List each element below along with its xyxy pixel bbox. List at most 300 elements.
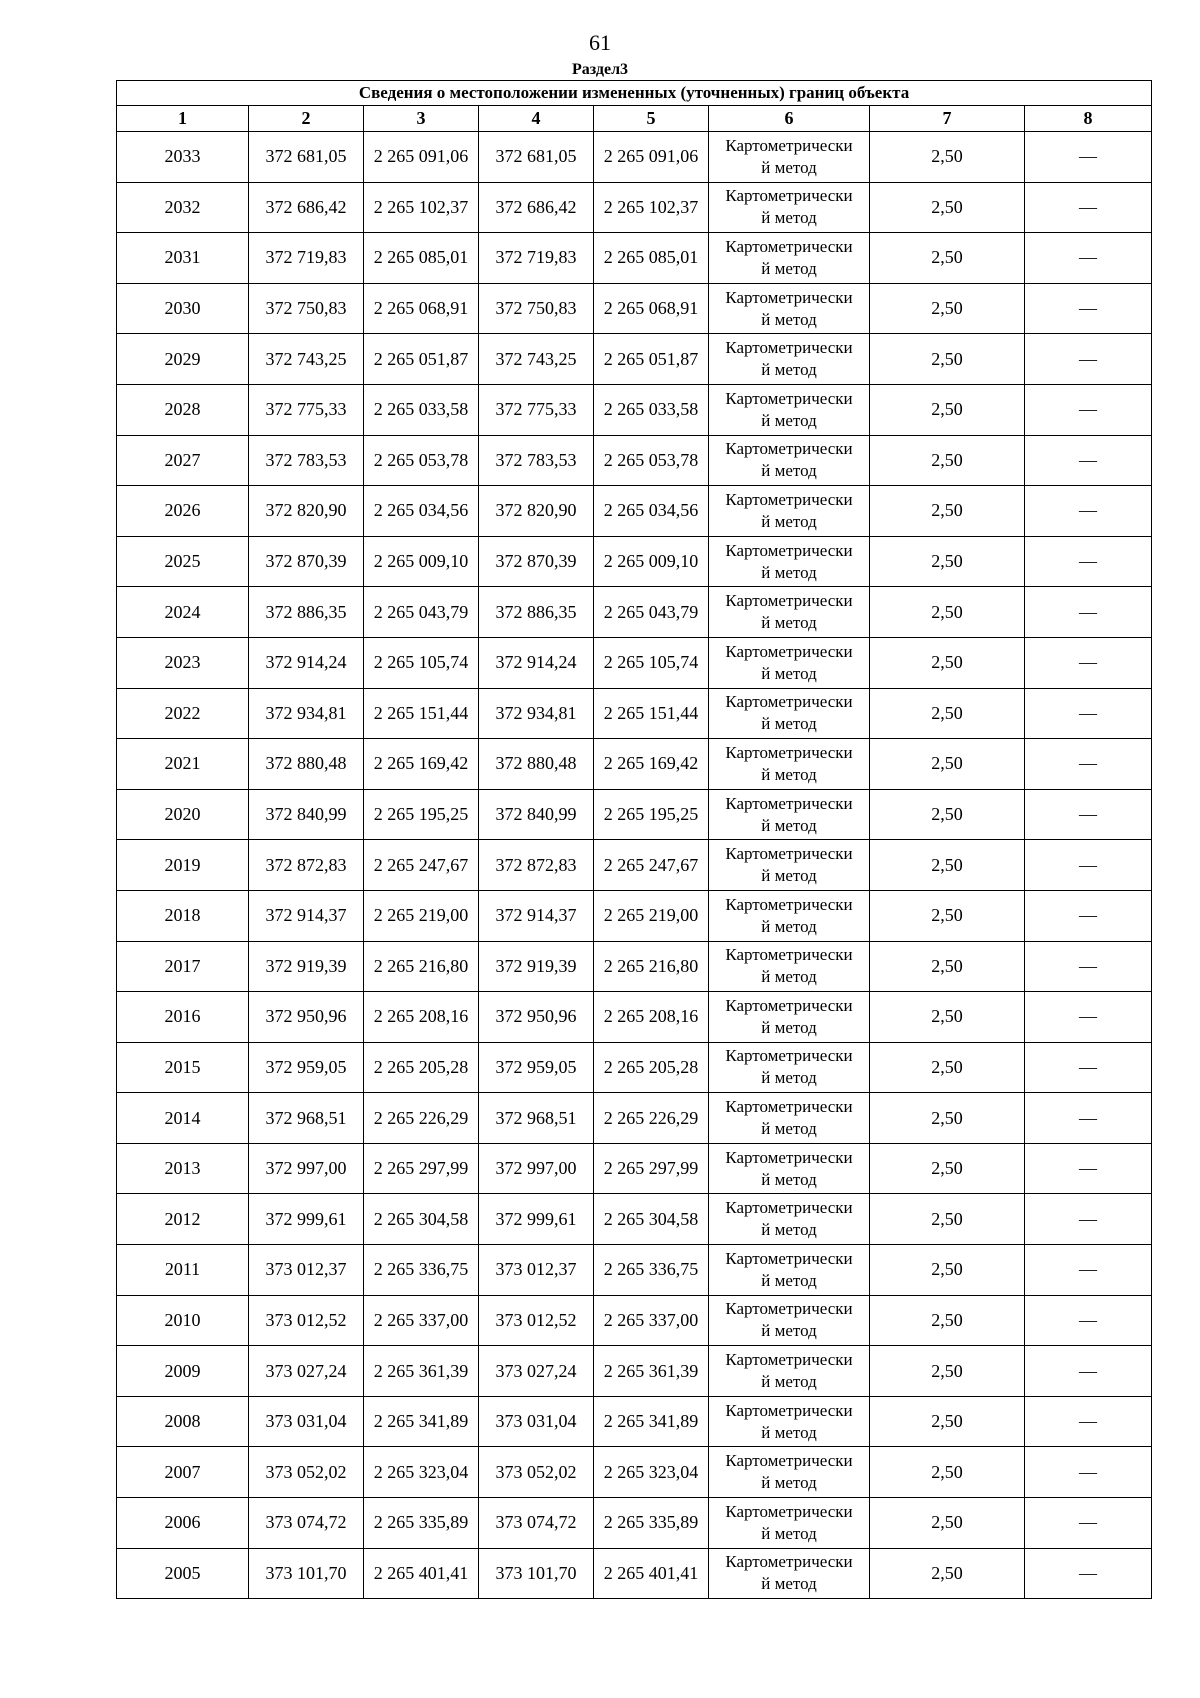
method-cell [709,1295,870,1346]
cell-c4: 372 719,83 [479,233,594,284]
table-row [117,182,1152,233]
cell-c2: 372 886,35 [249,587,364,638]
cell-c5: 2 265 053,78 [594,435,709,486]
cell-c1: 2005 [117,1548,249,1599]
cell-c2: 372 783,53 [249,435,364,486]
cell-c4: 372 870,39 [479,536,594,587]
cell-c5: 2 265 226,29 [594,1093,709,1144]
method-line-2: й метод [761,410,817,430]
method-cell [709,688,870,739]
column-number: 7 [870,106,1025,132]
cell-c2: 372 968,51 [249,1093,364,1144]
cell-c1: 2023 [117,637,249,688]
table-row [117,536,1152,587]
method-cell [709,132,870,183]
cell-c7: 2,50 [870,587,1025,638]
cell-c3: 2 265 304,58 [364,1194,479,1245]
cell-c7: 2,50 [870,637,1025,688]
method-cell [709,1346,870,1397]
method-line-2: й метод [761,1523,817,1543]
coordinates-table [116,80,1152,1599]
cell-c3: 2 265 247,67 [364,840,479,891]
cell-c2: 373 101,70 [249,1548,364,1599]
cell-c8: — [1025,233,1152,284]
cell-c1: 2016 [117,992,249,1043]
method-cell [709,182,870,233]
table-row [117,637,1152,688]
cell-c2: 373 074,72 [249,1498,364,1549]
method-line-1: Картометрически [725,236,853,256]
cell-c1: 2025 [117,536,249,587]
cell-c8: — [1025,1396,1152,1447]
cell-c4: 372 919,39 [479,941,594,992]
cell-c5: 2 265 033,58 [594,384,709,435]
cell-c5: 2 265 085,01 [594,233,709,284]
cell-c7: 2,50 [870,1245,1025,1296]
cell-c7: 2,50 [870,941,1025,992]
cell-c5: 2 265 247,67 [594,840,709,891]
cell-c7: 2,50 [870,992,1025,1043]
method-line-2: й метод [761,1220,817,1240]
method-line-1: Картометрически [725,1501,853,1521]
table-row [117,486,1152,537]
cell-c4: 372 880,48 [479,739,594,790]
cell-c2: 372 719,83 [249,233,364,284]
cell-c1: 2013 [117,1143,249,1194]
cell-c1: 2032 [117,182,249,233]
cell-c4: 372 783,53 [479,435,594,486]
method-line-2: й метод [761,258,817,278]
table-row [117,1346,1152,1397]
table-body [117,132,1152,1599]
method-line-1: Картометрически [725,692,853,712]
cell-c8: — [1025,283,1152,334]
cell-c4: 373 012,37 [479,1245,594,1296]
cell-c5: 2 265 102,37 [594,182,709,233]
cell-c8: — [1025,992,1152,1043]
cell-c7: 2,50 [870,536,1025,587]
cell-c2: 372 840,99 [249,789,364,840]
method-cell [709,384,870,435]
cell-c3: 2 265 195,25 [364,789,479,840]
column-number: 3 [364,106,479,132]
cell-c3: 2 265 361,39 [364,1346,479,1397]
cell-c7: 2,50 [870,182,1025,233]
cell-c8: — [1025,941,1152,992]
method-line-2: й метод [761,967,817,987]
cell-c7: 2,50 [870,890,1025,941]
method-line-1: Картометрически [725,135,853,155]
cell-c8: — [1025,1498,1152,1549]
cell-c2: 372 872,83 [249,840,364,891]
cell-c3: 2 265 068,91 [364,283,479,334]
cell-c3: 2 265 051,87 [364,334,479,385]
method-line-2: й метод [761,866,817,886]
cell-c3: 2 265 323,04 [364,1447,479,1498]
cell-c4: 372 872,83 [479,840,594,891]
cell-c3: 2 265 335,89 [364,1498,479,1549]
cell-c7: 2,50 [870,384,1025,435]
cell-c7: 2,50 [870,1548,1025,1599]
column-number: 8 [1025,106,1152,132]
method-cell [709,1548,870,1599]
method-line-2: й метод [761,208,817,228]
cell-c2: 373 027,24 [249,1346,364,1397]
method-line-1: Картометрически [725,388,853,408]
column-number: 6 [709,106,870,132]
cell-c1: 2019 [117,840,249,891]
table-row [117,739,1152,790]
method-line-2: й метод [761,562,817,582]
method-line-2: й метод [761,1422,817,1442]
method-cell [709,992,870,1043]
method-cell [709,789,870,840]
cell-c3: 2 265 216,80 [364,941,479,992]
cell-c7: 2,50 [870,1093,1025,1144]
cell-c1: 2027 [117,435,249,486]
cell-c8: — [1025,132,1152,183]
cell-c1: 2011 [117,1245,249,1296]
table-row [117,587,1152,638]
cell-c5: 2 265 105,74 [594,637,709,688]
method-cell [709,1498,870,1549]
method-cell [709,1447,870,1498]
cell-c1: 2010 [117,1295,249,1346]
cell-c8: — [1025,1194,1152,1245]
cell-c2: 372 686,42 [249,182,364,233]
cell-c8: — [1025,637,1152,688]
cell-c3: 2 265 208,16 [364,992,479,1043]
method-line-1: Картометрически [725,1046,853,1066]
method-line-1: Картометрически [725,287,853,307]
cell-c4: 373 101,70 [479,1548,594,1599]
column-number: 1 [117,106,249,132]
method-cell [709,486,870,537]
cell-c2: 372 820,90 [249,486,364,537]
cell-c3: 2 265 105,74 [364,637,479,688]
cell-c3: 2 265 091,06 [364,132,479,183]
cell-c7: 2,50 [870,789,1025,840]
cell-c7: 2,50 [870,435,1025,486]
method-line-2: й метод [761,511,817,531]
cell-c1: 2030 [117,283,249,334]
cell-c3: 2 265 297,99 [364,1143,479,1194]
cell-c3: 2 265 336,75 [364,1245,479,1296]
cell-c8: — [1025,1245,1152,1296]
method-line-2: й метод [761,360,817,380]
table-row [117,1042,1152,1093]
method-line-2: й метод [761,1119,817,1139]
table-row [117,1245,1152,1296]
cell-c5: 2 265 336,75 [594,1245,709,1296]
cell-c1: 2012 [117,1194,249,1245]
table-row [117,840,1152,891]
cell-c2: 372 775,33 [249,384,364,435]
cell-c8: — [1025,890,1152,941]
cell-c2: 372 870,39 [249,536,364,587]
method-line-2: й метод [761,1473,817,1493]
cell-c4: 373 052,02 [479,1447,594,1498]
table-row [117,941,1152,992]
cell-c5: 2 265 051,87 [594,334,709,385]
cell-c3: 2 265 033,58 [364,384,479,435]
cell-c7: 2,50 [870,1143,1025,1194]
method-line-1: Картометрически [725,489,853,509]
cell-c5: 2 265 335,89 [594,1498,709,1549]
cell-c4: 373 012,52 [479,1295,594,1346]
column-number: 2 [249,106,364,132]
cell-c5: 2 265 219,00 [594,890,709,941]
cell-c5: 2 265 091,06 [594,132,709,183]
method-line-1: Картометрически [725,894,853,914]
cell-c7: 2,50 [870,688,1025,739]
method-cell [709,739,870,790]
cell-c8: — [1025,1295,1152,1346]
cell-c5: 2 265 361,39 [594,1346,709,1397]
method-line-1: Картометрически [725,540,853,560]
cell-c8: — [1025,334,1152,385]
cell-c5: 2 265 068,91 [594,283,709,334]
cell-c2: 372 959,05 [249,1042,364,1093]
cell-c4: 372 950,96 [479,992,594,1043]
method-cell [709,637,870,688]
cell-c7: 2,50 [870,739,1025,790]
table-row [117,1143,1152,1194]
method-cell [709,587,870,638]
method-line-2: й метод [761,714,817,734]
page-number: 61 [589,30,611,55]
method-line-2: й метод [761,461,817,481]
cell-c5: 2 265 208,16 [594,992,709,1043]
method-line-1: Картометрически [725,338,853,358]
cell-c3: 2 265 085,01 [364,233,479,284]
method-cell [709,1396,870,1447]
table-row [117,992,1152,1043]
method-line-1: Картометрически [725,1451,853,1471]
table-row [117,435,1152,486]
table-row [117,890,1152,941]
cell-c5: 2 265 009,10 [594,536,709,587]
method-cell [709,890,870,941]
cell-c1: 2015 [117,1042,249,1093]
cell-c4: 373 031,04 [479,1396,594,1447]
method-cell [709,536,870,587]
method-line-1: Картометрически [725,439,853,459]
method-line-1: Картометрически [725,641,853,661]
method-cell [709,1093,870,1144]
method-cell [709,1194,870,1245]
cell-c3: 2 265 102,37 [364,182,479,233]
cell-c5: 2 265 195,25 [594,789,709,840]
method-cell [709,840,870,891]
cell-c7: 2,50 [870,1042,1025,1093]
method-line-2: й метод [761,764,817,784]
method-line-1: Картометрически [725,1248,853,1268]
method-line-1: Картометрически [725,1552,853,1572]
cell-c5: 2 265 401,41 [594,1548,709,1599]
cell-c8: — [1025,587,1152,638]
cell-c2: 372 914,24 [249,637,364,688]
cell-c4: 372 681,05 [479,132,594,183]
cell-c4: 372 959,05 [479,1042,594,1093]
cell-c3: 2 265 009,10 [364,536,479,587]
cell-c3: 2 265 341,89 [364,1396,479,1447]
cell-c1: 2026 [117,486,249,537]
cell-c7: 2,50 [870,1396,1025,1447]
cell-c2: 372 934,81 [249,688,364,739]
cell-c5: 2 265 337,00 [594,1295,709,1346]
cell-c2: 372 914,37 [249,890,364,941]
cell-c8: — [1025,1346,1152,1397]
cell-c8: — [1025,384,1152,435]
method-line-2: й метод [761,1169,817,1189]
cell-c8: — [1025,182,1152,233]
cell-c7: 2,50 [870,486,1025,537]
cell-c5: 2 265 169,42 [594,739,709,790]
cell-c2: 372 997,00 [249,1143,364,1194]
cell-c8: — [1025,486,1152,537]
table-row [117,1548,1152,1599]
cell-c7: 2,50 [870,1498,1025,1549]
cell-c3: 2 265 205,28 [364,1042,479,1093]
method-line-1: Картометрически [725,1198,853,1218]
table-row [117,334,1152,385]
section-label: Раздел3 [571,61,629,78]
method-line-1: Картометрически [725,591,853,611]
cell-c1: 2021 [117,739,249,790]
table-row [117,1194,1152,1245]
cell-c3: 2 265 337,00 [364,1295,479,1346]
cell-c5: 2 265 151,44 [594,688,709,739]
method-line-1: Картометрически [725,945,853,965]
method-cell [709,283,870,334]
cell-c3: 2 265 034,56 [364,486,479,537]
cell-c1: 2022 [117,688,249,739]
cell-c8: — [1025,739,1152,790]
table-row [117,132,1152,183]
cell-c4: 373 027,24 [479,1346,594,1397]
cell-c8: — [1025,789,1152,840]
method-line-2: й метод [761,1017,817,1037]
method-line-2: й метод [761,309,817,329]
method-line-1: Картометрически [725,1147,853,1167]
cell-c2: 372 880,48 [249,739,364,790]
cell-c4: 372 840,99 [479,789,594,840]
cell-c2: 373 031,04 [249,1396,364,1447]
cell-c2: 372 999,61 [249,1194,364,1245]
table-row [117,1498,1152,1549]
cell-c1: 2024 [117,587,249,638]
cell-c5: 2 265 043,79 [594,587,709,638]
method-line-2: й метод [761,1574,817,1594]
cell-c7: 2,50 [870,1194,1025,1245]
cell-c2: 372 743,25 [249,334,364,385]
method-cell [709,334,870,385]
table-title: Сведения о местоположении измененных (уточненных) границ объекта [117,81,1152,106]
cell-c3: 2 265 053,78 [364,435,479,486]
method-cell [709,1143,870,1194]
method-line-1: Картометрически [725,1097,853,1117]
cell-c4: 372 743,25 [479,334,594,385]
cell-c5: 2 265 304,58 [594,1194,709,1245]
table-row [117,1093,1152,1144]
cell-c2: 373 052,02 [249,1447,364,1498]
method-line-1: Картометрически [725,995,853,1015]
cell-c8: — [1025,1548,1152,1599]
cell-c4: 372 886,35 [479,587,594,638]
cell-c1: 2008 [117,1396,249,1447]
cell-c8: — [1025,1447,1152,1498]
table-row [117,384,1152,435]
cell-c3: 2 265 401,41 [364,1548,479,1599]
cell-c4: 372 686,42 [479,182,594,233]
cell-c1: 2031 [117,233,249,284]
method-line-1: Картометрически [725,844,853,864]
method-cell [709,233,870,284]
cell-c4: 372 914,24 [479,637,594,688]
cell-c5: 2 265 216,80 [594,941,709,992]
cell-c2: 372 919,39 [249,941,364,992]
method-line-1: Картометрически [725,1350,853,1370]
method-line-2: й метод [761,157,817,177]
cell-c1: 2014 [117,1093,249,1144]
cell-c7: 2,50 [870,840,1025,891]
cell-c4: 372 820,90 [479,486,594,537]
method-cell [709,941,870,992]
cell-c7: 2,50 [870,1346,1025,1397]
cell-c5: 2 265 323,04 [594,1447,709,1498]
cell-c2: 372 950,96 [249,992,364,1043]
method-cell [709,435,870,486]
table-row [117,1396,1152,1447]
cell-c7: 2,50 [870,334,1025,385]
method-line-1: Картометрически [725,1299,853,1319]
cell-c3: 2 265 169,42 [364,739,479,790]
cell-c3: 2 265 226,29 [364,1093,479,1144]
column-number: 4 [479,106,594,132]
cell-c7: 2,50 [870,1295,1025,1346]
cell-c1: 2007 [117,1447,249,1498]
method-line-1: Картометрически [725,186,853,206]
cell-c4: 372 934,81 [479,688,594,739]
method-line-2: й метод [761,916,817,936]
cell-c4: 372 999,61 [479,1194,594,1245]
method-line-2: й метод [761,1321,817,1341]
cell-c5: 2 265 205,28 [594,1042,709,1093]
table-row [117,233,1152,284]
method-line-2: й метод [761,663,817,683]
cell-c7: 2,50 [870,283,1025,334]
method-line-2: й метод [761,1270,817,1290]
cell-c8: — [1025,688,1152,739]
cell-c8: — [1025,840,1152,891]
cell-c1: 2009 [117,1346,249,1397]
cell-c1: 2020 [117,789,249,840]
table-row [117,789,1152,840]
cell-c8: — [1025,536,1152,587]
cell-c7: 2,50 [870,132,1025,183]
cell-c8: — [1025,1143,1152,1194]
cell-c2: 373 012,52 [249,1295,364,1346]
cell-c1: 2006 [117,1498,249,1549]
cell-c2: 373 012,37 [249,1245,364,1296]
cell-c8: — [1025,1093,1152,1144]
cell-c1: 2018 [117,890,249,941]
method-line-1: Картометрически [725,1400,853,1420]
cell-c4: 372 914,37 [479,890,594,941]
cell-c3: 2 265 219,00 [364,890,479,941]
table-row [117,283,1152,334]
